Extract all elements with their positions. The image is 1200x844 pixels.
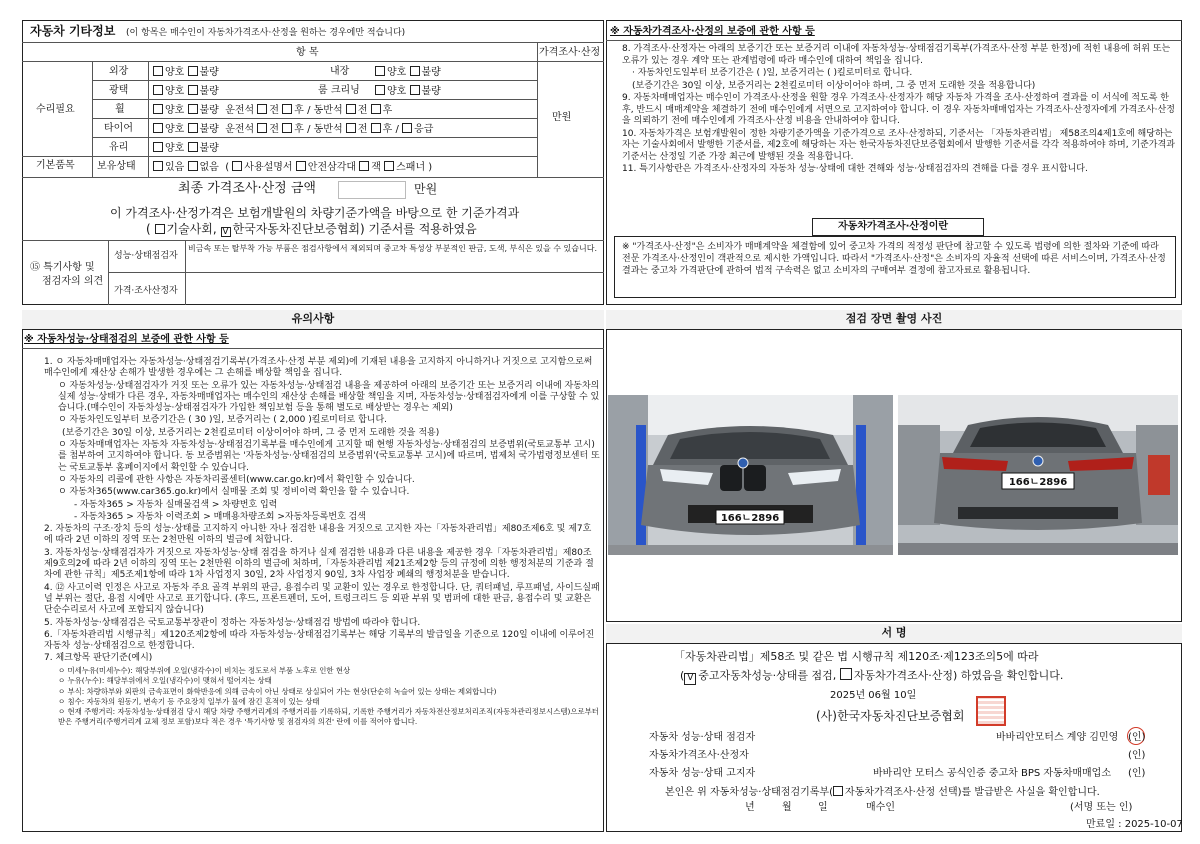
sign-inspector-value: 바바리안모터스 계양 김민영 xyxy=(996,732,1119,743)
price-guarantee-text xyxy=(622,44,1178,177)
sign-year: 년 xyxy=(745,802,755,813)
other-info-subtitle: (이 항목은 매수인이 자동차가격조사·산정을 원하는 경우에만 적습니다) xyxy=(126,28,406,38)
sign-buyer-price-checkbox[interactable] xyxy=(833,786,843,796)
sign-notifier-seal: (인) xyxy=(1128,768,1146,779)
front-car-photo xyxy=(608,395,893,555)
interior-options: 양호 불량 xyxy=(375,66,441,79)
row-tire-label: 타이어 xyxy=(104,123,133,134)
sign-organization: (사)한국자동차진단보증협회 xyxy=(816,709,965,723)
final-price-unit: 만원 xyxy=(414,182,438,196)
sign-price-checkbox[interactable] xyxy=(840,668,852,680)
exterior-options: 양호 불량 xyxy=(153,66,219,79)
rear-car-photo xyxy=(898,395,1178,555)
sign-buyer-signature: (서명 또는 인) xyxy=(1070,802,1133,813)
sign-buyer-label: 매수인 xyxy=(866,802,895,813)
final-price-label: 최종 가격조사·산정 금액 xyxy=(178,181,316,196)
basis-line1: 이 가격조사·산정가격은 보험개발원의 차량기준가액을 바탕으로 한 기준가격과 xyxy=(110,206,520,220)
price-unit: 만원 xyxy=(552,112,572,123)
sign-buyer-confirm: 본인은 위 자동차성능·상태점검기록부( 자동차가격조사·산정 선택)를 발급받은 사실을 확인합니다. xyxy=(665,787,1100,798)
sign-inspection-checkbox[interactable]: V xyxy=(684,673,696,685)
basis-kadia-checkbox[interactable]: V xyxy=(222,227,229,237)
manual-checkbox[interactable] xyxy=(232,161,242,171)
special-inspector-label: 성능·상태점검자 xyxy=(114,251,178,261)
basis-line2: ( 기술사회, V 한국자동차진단보증협회) 기준서를 적용하였음 xyxy=(146,222,477,237)
jack-checkbox[interactable] xyxy=(359,161,369,171)
photo-header: 점검 장면 촬영 사진 xyxy=(606,310,1182,330)
note-1i: - 자동차365 > 자동차 이력조회 > 매매용차량조회 >자동차등록번호 검색 xyxy=(74,511,366,522)
gloss-bad-checkbox[interactable] xyxy=(188,85,198,95)
col-item-header: 항 목 xyxy=(296,47,319,58)
special-notes-label-2: 점검자의 의견 xyxy=(42,276,104,287)
row-gloss-label: 광택 xyxy=(109,85,129,96)
interior-bad-checkbox[interactable] xyxy=(410,66,420,76)
note-8a: · 자동차인도일부터 보증기간은 ( )일, 보증거리는 ( )킬로미터로 합니다. xyxy=(632,68,913,78)
front-car-illustration xyxy=(608,395,893,555)
wheel-bad-checkbox[interactable] xyxy=(188,104,198,114)
note-7b: ㅇ 누유(누수): 해당부위에서 오일(냉각수)이 맺혀서 떨어지는 상태 xyxy=(58,676,272,686)
wheel-options: 양호 불량 운전석 전 후 / 동반석 전 후 xyxy=(153,104,392,117)
tire-bad-checkbox[interactable] xyxy=(188,123,198,133)
tire-good-checkbox[interactable] xyxy=(153,123,163,133)
basic-items-label: 기본품목 xyxy=(36,160,75,171)
tire-driver-rear-checkbox[interactable] xyxy=(282,123,292,133)
col-price-header: 가격조사·산정 xyxy=(539,47,601,58)
special-notes-label-1: ⑮ 특기사항 및 xyxy=(30,262,95,273)
row-exterior-label: 외장 xyxy=(109,66,129,77)
tire-driver-front-checkbox[interactable] xyxy=(257,123,267,133)
note-9: 9. 자동차매매업자는 매수인이 가격조사·산정을 원할 경우 가격조사·산정자가 해당 자동차 가격을 조사·산정하여 결과를 이 서식에 적도록 한 후, 반드시 매매계약을 체결하기 전에 매수인에게 서면으로 고지하여야 합니다. 이 경우 자동차매매업자는 가격조사·산정자에게 가격조사·산정을 의뢰하기 전에 매수인에게 가격조사·산정 비용을 안내하여야 합니다. xyxy=(622,93,1175,126)
wheel-driver-rear-checkbox[interactable] xyxy=(282,104,292,114)
roomclean-bad-checkbox[interactable] xyxy=(410,85,420,95)
glass-options: 양호 불량 xyxy=(153,142,219,155)
note-8b: (보증기간은 30일 이상, 보증거리는 2천킬로미터 이상이어야 하며, 그 중 먼저 도래한 것을 적용합니다) xyxy=(632,80,1036,91)
sign-inspector-seal: (인) xyxy=(1128,732,1146,743)
note-1a: 1. ㅇ 자동차매매업자는 자동차성능·상태점검기록부(가격조사·산정 부분 제외)에 기재된 내용을 고지하지 아니하거나 거짓으로 고지함으로써 매수인에게 재산상 손해가 발생한 경우에는 그 손해를 배상할 책임을 집니다. xyxy=(44,357,593,379)
own-options: 있음 없음 ( 사용설명서 안전삼각대 잭 스패너 ) xyxy=(153,161,432,174)
note-1f: ㅇ 자동차의 리콜에 관한 사항은 자동차리콜센터(www.car.go.kr)에서 확인할 수 있습니다. xyxy=(58,474,415,485)
sign-confirm-line: ( V 중고자동차성능·상태를 점검, 자동차가격조사·산정) 하였음을 확인합니다. xyxy=(680,669,1064,683)
wheel-passenger-rear-checkbox[interactable] xyxy=(371,104,381,114)
wheel-good-checkbox[interactable] xyxy=(153,104,163,114)
roomclean-options: 양호 불량 xyxy=(375,85,441,98)
rear-plate-text: 166ㄴ2896 xyxy=(1008,477,1068,488)
own-none-checkbox[interactable] xyxy=(188,161,198,171)
sign-pricer-label: 자동차가격조사·산정자 xyxy=(649,750,749,761)
sign-month: 월 xyxy=(782,802,792,813)
sign-notifier-label: 자동차 성능·상태 고지자 xyxy=(649,768,756,779)
repair-needed-label: 수리필요 xyxy=(36,104,75,115)
basis-tech-checkbox[interactable] xyxy=(155,224,165,234)
interior-good-checkbox[interactable] xyxy=(375,66,385,76)
tire-passenger-front-checkbox[interactable] xyxy=(346,123,356,133)
rear-car-illustration xyxy=(898,395,1178,555)
note-1c: ㅇ 자동차인도일부터 보증기간은 ( 30 )일, 보증거리는 ( 2,000 )킬로미터로 합니다. xyxy=(58,415,388,426)
note-7a: ㅇ 미세누유(미세누수): 해당부위에 오일(냉각수)이 비치는 정도로서 부품 노후로 인한 현상 xyxy=(58,665,351,675)
roomclean-good-checkbox[interactable] xyxy=(375,85,385,95)
signature-header: 서 명 xyxy=(606,624,1182,644)
organization-seal-stamp xyxy=(976,696,1006,726)
row-wheel-label: 휠 xyxy=(115,104,125,115)
note-7: 7. 체크항목 판단기준(예시) xyxy=(44,653,153,664)
glass-good-checkbox[interactable] xyxy=(153,142,163,152)
other-info-title: 자동차 기타정보 xyxy=(30,24,116,38)
tire-passenger-rear-checkbox[interactable] xyxy=(371,123,381,133)
row-own-label: 보유상태 xyxy=(97,161,136,172)
gloss-good-checkbox[interactable] xyxy=(153,85,163,95)
sign-law-line: 「자동차관리법」제58조 및 같은 법 시행규칙 제120조·제123조의5에 따라 xyxy=(674,650,1039,663)
note-11: 11. 특기사항란은 가격조사·산정자의 자동차 성능·상태에 대한 견해와 성능·상태점검자의 견해를 다를 경우 표시합니다. xyxy=(622,164,1088,174)
row-glass-label: 유리 xyxy=(109,142,129,153)
note-6: 6.「자동차관리법 시행규칙」제120조제2항에 따라 자동차성능·상태점검기록부는 해당 기록부의 발급일을 기준으로 120일 이내에 이루어진 자동차 성능·상태점검으로 한정합니다. xyxy=(44,629,595,652)
note-1b: ㅇ 자동차성능·상태점검자가 거짓 또는 오류가 있는 자동차성능·상태점검 내용을 제공하여 아래의 보증기간 또는 보증거리 이내에 자동차의 실제 성능·상태가 다른 경우, 자동차매매업자는 매수인의 재산상 손해를 배상할 책임을 지며, 자동차성능·상태점검자에게 이를 구상할 수 있습니다.(매수인이 자동차성능·상태점검자가 가입한 책임보험 등을 통해 별도로 배상받는 경우는 제외) xyxy=(58,380,600,414)
sign-notifier-value: 바바리안 모터스 공식인증 중고차 BPS 자동차매매업소 xyxy=(873,768,1111,779)
note-7e: ㅇ 현재 주행거리: 자동차성능·상태점검 당시 해당 차량 주행거리계의 주행거리를 기록하되, 기록한 주행거리가 자동차전산정보처리조직(자동차관리정보시스템)으로부터 받은 주행거리(주행거리계 교체 정보 포함)보다 적은 경우 '특기사항 및 점검자의 의견' 란에 이를 적어야 합니다. xyxy=(58,707,599,726)
note-7d: ㅇ 침수: 자동차의 원동기, 변속기 등 주요장치 일부가 물에 잠긴 흔적이 있는 상태 xyxy=(58,696,320,706)
row-roomclean-label: 룸 크리닝 xyxy=(318,85,360,96)
glass-bad-checkbox[interactable] xyxy=(188,142,198,152)
note-7c: ㅇ 부식: 차량하부와 외판의 금속표면이 화학반응에 의해 금속이 아닌 상태로 상실되어 가는 현상(단순히 녹슬어 있는 상태는 제외합니다) xyxy=(58,686,497,696)
tire-options: 양호 불량 운전석 전 후 / 동반석 전 후 / 응급 xyxy=(153,123,433,136)
spanner-checkbox[interactable] xyxy=(384,161,394,171)
wheel-passenger-front-checkbox[interactable] xyxy=(346,104,356,114)
sign-day: 일 xyxy=(818,802,828,813)
tire-emergency-checkbox[interactable] xyxy=(402,123,412,133)
note-4: 4. ⑫ 사고이력 인정은 사고로 자동차 주요 골격 부위의 판금, 용접수리 및 교환이 있는 경우로 한정합니다. 단, 쿼터패널, 루프패널, 사이드실패널 부위는 절단, 용접 시에만 사고로 표기합니다. (후드, 프론트펜더, 도어, 트렁크리드 등 외판 부위 및 범퍼에 대한 판금, 용접수리 및 교환은 단순수리로서 사고에 포함되지 않습니다) xyxy=(44,582,600,616)
note-3: 3. 자동차성능·상태점검자가 거짓으로 자동차성능·상태 점검을 하거나 실제 점검한 내용과 다른 내용을 제공한 경우「자동차관리법」제80조제9호의2에 따라 2년 이하의 징역 또는 2천만원 이하의 벌금에 처하며,「자동차관리법 제21조제2항 등의 규정에 의한 행정처분의 기준과 절차에 관한 규칙」제5조제1항에 따라 1차 사업정지 30일, 2차 사업정지 90일, 3차 사업장 폐쇄의 행정처분을 받습니다. xyxy=(44,547,594,581)
expiry-date: 만료일 : 2025-10-07 xyxy=(1086,819,1183,830)
front-plate-text: 166ㄴ2896 xyxy=(720,513,780,524)
own-have-checkbox[interactable] xyxy=(153,161,163,171)
wheel-driver-front-checkbox[interactable] xyxy=(257,104,267,114)
note-10: 10. 자동차가격은 보험개발원이 정한 차량기준가액을 기준가격으로 조사·산정하되, 기준서는 「자동차관리법」 제58조의4제1호에 해당하는 자는 기술사회에서 발행한 기준서를, 제2호에 해당하는 자는 한국자동차진단보증협회에서 발행한 기준서를 각각 적용하여야 하며, 기준가격과 기준서는 산정일 기준 가장 최근에 발행된 것을 적용합니다. xyxy=(622,128,1175,162)
row-interior-label: 내장 xyxy=(330,66,350,77)
triangle-checkbox[interactable] xyxy=(296,161,306,171)
price-definition-title: 자동차가격조사·산정이란 xyxy=(838,221,949,232)
final-price-input[interactable] xyxy=(338,181,406,199)
note-8: 8. 가격조사·산정자는 아래의 보증기간 또는 보증거리 이내에 자동차성능·상태점검기록부(가격조사·산정 부분 한정)에 적힌 내용에 허위 또는 오류가 있는 경우 계약 또는 관계법령에 따라 매수인에 대하여 책임을 집니다. xyxy=(622,44,1171,66)
exterior-good-checkbox[interactable] xyxy=(153,66,163,76)
sign-pricer-seal: (인) xyxy=(1128,750,1146,761)
sign-date: 2025년 06월 10일 xyxy=(830,690,917,701)
note-2: 2. 자동차의 구조·장치 등의 성능·상태를 고지하지 아니한 자나 점검한 내용을 거짓으로 고지한 자는「자동차관리법」제80조제6호 및 제7호에 따라 2년 이하의 징역 또는 2천만원 이하의 벌금에 처합니다. xyxy=(44,524,592,546)
special-pricer-label: 가격·조사산정자 xyxy=(114,286,178,296)
note-1h: - 자동차365 > 자동차 실매물검색 > 차량번호 입력 xyxy=(74,499,278,510)
special-inspector-text: 비금속 또는 탈부착 가능 부품은 점검사항에서 제외되며 중고차 특성상 부분적인 판금, 도색, 부식은 있을 수 있습니다. xyxy=(188,244,597,253)
notes-title: ※ 자동차성능·상태점검의 보증에 관한 사항 등 xyxy=(24,334,229,345)
exterior-bad-checkbox[interactable] xyxy=(188,66,198,76)
notes-text xyxy=(44,357,600,727)
price-guarantee-title: ※ 자동차가격조사·산정의 보증에 관한 사항 등 xyxy=(610,26,815,37)
sign-inspector-label: 자동차 성능·상태 점검자 xyxy=(649,732,756,743)
note-1e: ㅇ 자동차매매업자는 자동차 자동차성능·상태점검기록부를 매수인에게 고지할 때 현행 자동차성능·상태점검의 보증범위(국토교통부 고시)를 첨부하여 고지하여야 합니다. 동 보증범위는 '자동차성능·상태점검의 보증범위'(국토교통부 고시)에 따르며, 법제처 국가법령정보센터 또는 국토교통부 홈페이지에서 확인할 수 있습니다. xyxy=(58,440,600,473)
note-1g: ㅇ 자동차365(www.car365.go.kr)에서 실매물 조회 및 정비이력 확인을 할 수 있습니다. xyxy=(58,487,410,498)
note-5: 5. 자동차성능·상태점검은 국토교통부장관이 정하는 자동차성능·상태점검 방법에 따라야 합니다. xyxy=(44,617,421,628)
notes-header: 유의사항 xyxy=(22,310,604,330)
price-definition-text: ※ "가격조사·산정"은 소비자가 매매계약을 체결함에 있어 중고차 가격의 적정성 판단에 참고할 수 있도록 법령에 의한 절차와 기준에 따라 전문 가격조사·산정인이 객관적으로 제시한 가액입니다. 따라서 "가격조사·산정"은 소비자의 자율적 선택에 따른 서비스이며, 가격조사·산정 결과는 중고차 가격판단에 관하여 법적 구속력은 없고 소비자의 구매여부 결정에 참고자료로 활용됩니다. xyxy=(622,242,1166,276)
gloss-options: 양호 불량 xyxy=(153,85,219,98)
note-1d: (보증기간은 30일 이상, 보증거리는 2천킬로미터 이상이어야 하며, 그 중 먼저 도래한 것을 적용) xyxy=(62,427,440,438)
